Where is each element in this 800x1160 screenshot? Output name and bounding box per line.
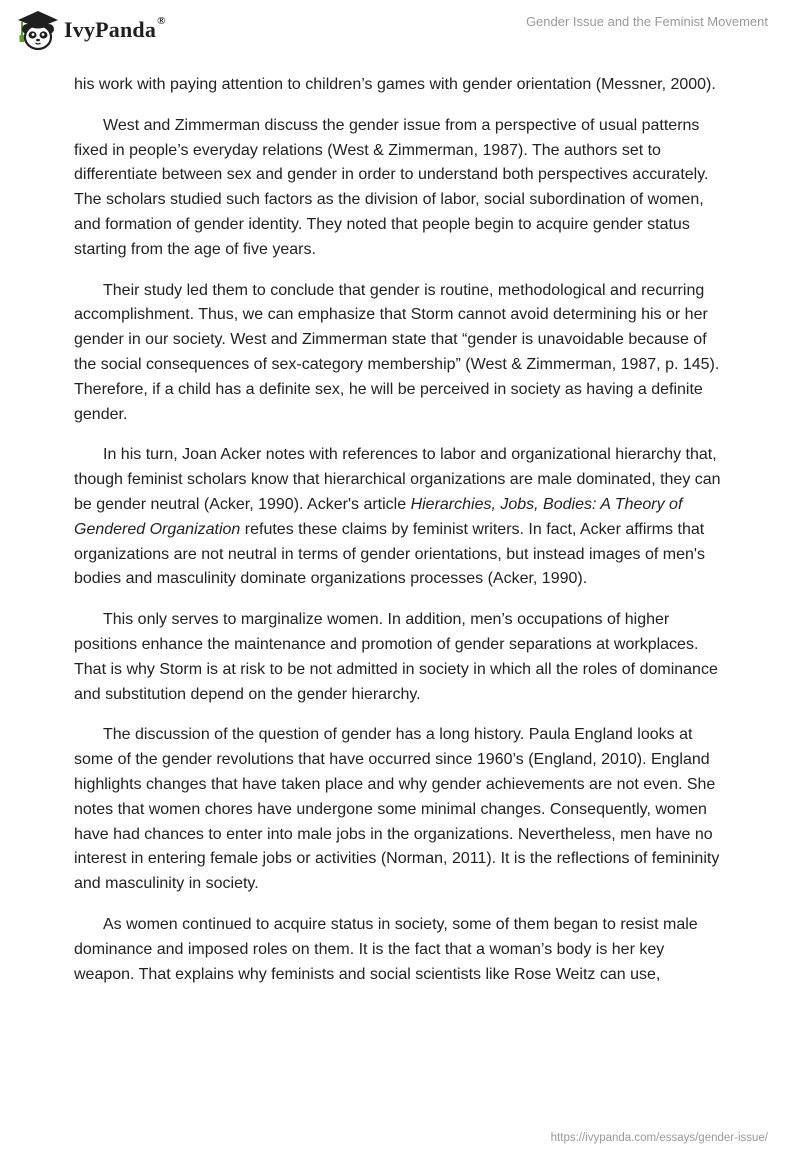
ivypanda-logo[interactable]	[14, 8, 166, 52]
panda-graduate-icon	[14, 8, 60, 52]
page-header	[0, 0, 800, 60]
paragraph-1: his work with paying attention to children’s games with gender orientation (Messner, 2000).	[74, 76, 716, 93]
article-title: Hierarchies, Jobs, Bodies: A Theory of Gendered Organization	[74, 495, 683, 538]
source-url-link[interactable]: https://ivypanda.com/essays/gender-issue/	[550, 1132, 768, 1144]
paragraph-6: The discussion of the question of gender has a long history. Paula England looks at some of the gender revolutions that have occurred since 1960’s (England, 2010). England highlights changes that have taken place and why gender achievements are not even. She notes that women chores have undergone some minimal changes. Consequently, women have had chances to enter into male jobs in the organizations. Nevertheless, men have no interest in entering female jobs or activities (Norman, 2011). It is the reflections of femininity and masculinity in society.	[74, 726, 720, 893]
paragraph-3: Their study led them to conclude that gender is routine, methodological and recurring accomplishment. Thus, we can emphasize that Storm cannot avoid determining his or her gender in our society. West and Zimmerman state that “gender is unavoidable because of the social consequences of sex-category membership” (West & Zimmerman, 1987, p. 145). Therefore, if a child has a definite sex, he will be perceived in society as having a definite gender.	[74, 281, 720, 423]
document-title: Gender Issue and the Feminist Movement	[525, 14, 768, 29]
brand-name	[64, 17, 166, 43]
paragraph-4	[74, 443, 726, 592]
paragraph-7: As women continued to acquire status in society, some of them began to resist male dominance and imposed roles on them. It is the fact that a woman’s body is her key weapon. That explains why feminists and social scientists like Rose Weitz can use,	[74, 915, 698, 983]
brand-text: IvyPanda	[64, 17, 157, 42]
registered-mark: ®	[157, 15, 166, 27]
paragraph-5: This only serves to marginalize women. In addition, men’s occupations of higher positions enhance the maintenance and promotion of gender separations at workplaces. That is why Storm is at risk to be not admitted in society in which all the roles of dominance and substitution depend on the gender hierarchy.	[74, 611, 718, 703]
paragraph-2: West and Zimmerman discuss the gender issue from a perspective of usual patterns fixed in people’s everyday relations (West & Zimmerman, 1987). The authors set to differentiate between sex and gender in order to understand both perspectives accurately. The scholars studied such factors as the division of labor, social subordination of women, and formation of gender identity. They noted that people begin to acquire gender status starting from the age of five years.	[74, 116, 709, 258]
paragraph-4-after: refutes these claims by feminist writers. In fact, Acker affirms that organizations are not neutral in terms of gender orientations, but instead images of men's bodies and masculinity dominate organizations processes (Acker, 1990).	[74, 520, 705, 588]
essay-body	[74, 73, 726, 1003]
paragraph-4-before: In his turn, Joan Acker notes with references to labor and organizational hierarchy that, though feminist scholars know that hierarchical organizations are male dominated, they can be gender neutral (Acker, 1990). Acker's article	[74, 446, 721, 513]
